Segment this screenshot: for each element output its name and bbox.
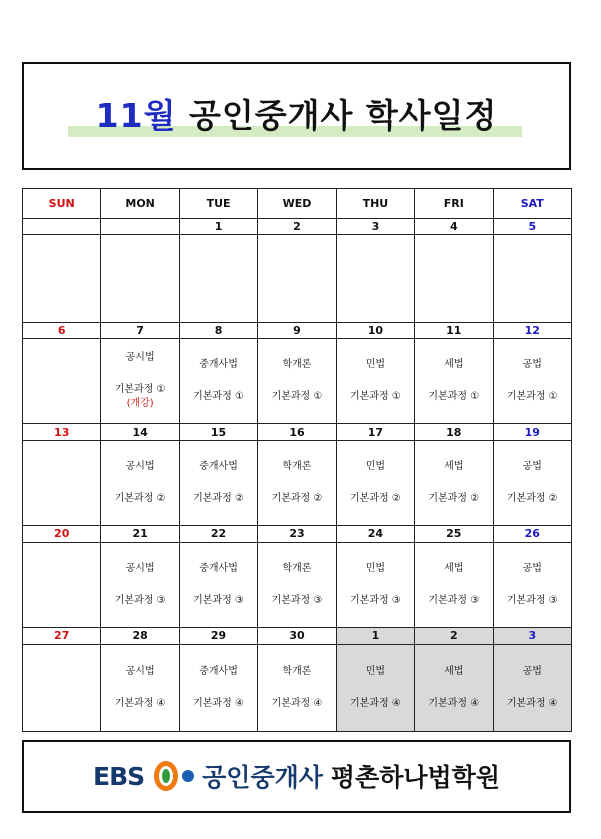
course-label: 기본과정 ② — [428, 493, 480, 505]
schedule-row — [23, 339, 572, 424]
subject-label: 학개론 — [282, 359, 312, 371]
course-label: 기본과정 ③ — [114, 594, 166, 606]
subject-label: 공시법 — [125, 461, 155, 473]
date-cell: 24 — [336, 526, 414, 542]
subject-label: 중개사법 — [199, 665, 238, 677]
weekday-header-row — [23, 189, 572, 219]
date-cell: 12 — [493, 322, 571, 338]
date-cell: 17 — [336, 424, 414, 440]
schedule-cell — [23, 644, 101, 731]
date-cell: 20 — [23, 526, 101, 542]
page-title — [24, 90, 569, 137]
date-cell: 14 — [101, 424, 179, 440]
schedule-cell — [415, 339, 493, 424]
schedule-cell — [179, 440, 257, 525]
footer-brand — [24, 756, 569, 796]
subject-label: 세법 — [444, 665, 464, 677]
subject-label: 세법 — [444, 461, 464, 473]
subject-label: 학개론 — [282, 665, 312, 677]
course-label: 기본과정 ④ — [271, 697, 323, 709]
subject-label: 공시법 — [125, 352, 155, 364]
date-cell-next-month: 3 — [493, 628, 571, 644]
schedule-cell — [101, 542, 179, 627]
academy-name-part2: 평촌하나법학원 — [330, 763, 500, 792]
schedule-cell — [493, 542, 571, 627]
date-cell: 15 — [179, 424, 257, 440]
calendar-table — [22, 188, 572, 732]
date-cell: 1 — [179, 218, 257, 234]
subject-label: 민법 — [365, 562, 386, 574]
subject-label: 세법 — [444, 359, 464, 371]
date-cell: 28 — [101, 628, 179, 644]
subject-label: 민법 — [365, 665, 386, 677]
date-cell: 13 — [23, 424, 101, 440]
title-month: 11월 — [95, 96, 177, 135]
date-cell: 26 — [493, 526, 571, 542]
date-row — [23, 322, 572, 338]
schedule-cell — [258, 339, 336, 424]
course-label: 기본과정 ① — [193, 391, 244, 403]
schedule-cell — [336, 235, 414, 322]
course-label: 기본과정 ③ — [350, 594, 401, 606]
date-cell — [101, 218, 179, 234]
schedule-cell — [23, 339, 101, 424]
ebs-logo-text: EBS — [93, 761, 145, 791]
footer-box — [22, 740, 571, 813]
schedule-row — [23, 235, 572, 322]
title-text: 공인중개사 학사일정 — [188, 96, 498, 135]
course-label: 기본과정 ② — [271, 493, 323, 505]
schedule-row — [23, 440, 572, 525]
date-cell — [23, 218, 101, 234]
schedule-cell — [258, 235, 336, 322]
weekday-fri: FRI — [415, 189, 493, 219]
course-label: 기본과정 ② — [506, 493, 558, 505]
weekday-wed: WED — [258, 189, 336, 219]
schedule-row — [23, 644, 572, 731]
date-row — [23, 628, 572, 644]
schedule-cell — [336, 440, 414, 525]
date-cell: 19 — [493, 424, 571, 440]
date-cell: 30 — [258, 628, 336, 644]
weekday-thu: THU — [336, 189, 414, 219]
subject-label: 중개사법 — [199, 359, 238, 371]
course-label: 기본과정 ① — [271, 391, 323, 403]
schedule-cell — [179, 542, 257, 627]
schedule-cell — [258, 440, 336, 525]
course-label: 기본과정 ④ — [506, 697, 558, 709]
schedule-cell — [101, 235, 179, 322]
course-label: 기본과정 ① — [428, 391, 480, 403]
course-label: 기본과정 ① — [114, 384, 166, 396]
date-cell: 2 — [258, 218, 336, 234]
course-label: 기본과정 ③ — [428, 594, 480, 606]
schedule-cell — [101, 339, 179, 424]
subject-label: 공법 — [522, 461, 542, 473]
weekday-sun: SUN — [23, 189, 101, 219]
date-cell: 29 — [179, 628, 257, 644]
date-cell: 6 — [23, 322, 101, 338]
schedule-cell — [258, 542, 336, 627]
date-cell: 18 — [415, 424, 493, 440]
course-label: 기본과정 ② — [193, 493, 244, 505]
schedule-cell — [493, 235, 571, 322]
schedule-cell — [179, 339, 257, 424]
subject-label: 학개론 — [282, 461, 312, 473]
date-cell: 25 — [415, 526, 493, 542]
date-cell-next-month: 2 — [415, 628, 493, 644]
schedule-cell — [23, 440, 101, 525]
course-label: 기본과정 ④ — [114, 697, 166, 709]
date-cell: 9 — [258, 322, 336, 338]
schedule-cell — [23, 235, 101, 322]
date-cell: 3 — [336, 218, 414, 234]
date-cell: 10 — [336, 322, 414, 338]
weekday-sat: SAT — [493, 189, 571, 219]
subject-label: 공법 — [522, 562, 542, 574]
schedule-cell — [415, 440, 493, 525]
weekday-tue: TUE — [179, 189, 257, 219]
schedule-row — [23, 542, 572, 627]
date-row — [23, 424, 572, 440]
subject-label: 세법 — [444, 562, 464, 574]
date-row — [23, 526, 572, 542]
date-cell: 21 — [101, 526, 179, 542]
academy-name — [202, 758, 500, 794]
course-label: 기본과정 ② — [114, 493, 166, 505]
date-cell-next-month: 1 — [336, 628, 414, 644]
schedule-cell — [101, 644, 179, 731]
schedule-cell — [101, 440, 179, 525]
subject-label: 민법 — [365, 359, 386, 371]
weekday-mon: MON — [101, 189, 179, 219]
schedule-cell — [493, 440, 571, 525]
course-label: 기본과정 ③ — [506, 594, 558, 606]
subject-label: 민법 — [365, 461, 386, 473]
schedule-cell — [493, 339, 571, 424]
schedule-cell — [336, 542, 414, 627]
schedule-cell-next-month — [336, 644, 414, 731]
date-row — [23, 218, 572, 234]
date-cell: 27 — [23, 628, 101, 644]
course-label: 기본과정 ④ — [428, 697, 480, 709]
course-label: 기본과정 ④ — [350, 697, 401, 709]
title-box — [22, 62, 571, 170]
date-cell: 8 — [179, 322, 257, 338]
schedule-cell-next-month — [415, 644, 493, 731]
schedule-cell-next-month — [493, 644, 571, 731]
schedule-cell — [415, 235, 493, 322]
course-label: 기본과정 ① — [350, 391, 401, 403]
schedule-cell — [23, 542, 101, 627]
date-cell: 16 — [258, 424, 336, 440]
subject-label: 공법 — [522, 359, 542, 371]
date-cell: 7 — [101, 322, 179, 338]
subject-label: 공시법 — [125, 665, 155, 677]
schedule-cell — [179, 235, 257, 322]
schedule-cell — [258, 644, 336, 731]
academy-name-part1: 공인중개사 — [202, 763, 323, 792]
date-cell: 11 — [415, 322, 493, 338]
ebs-logo-icon — [152, 758, 196, 794]
date-cell: 4 — [415, 218, 493, 234]
date-cell: 23 — [258, 526, 336, 542]
subject-label: 학개론 — [282, 562, 312, 574]
course-label: 기본과정 ④ — [193, 697, 244, 709]
course-label: 기본과정 ③ — [193, 594, 244, 606]
schedule-cell — [179, 644, 257, 731]
course-label: 기본과정 ① — [506, 391, 558, 403]
subject-label: 중개사법 — [199, 562, 238, 574]
schedule-cell — [415, 542, 493, 627]
date-cell: 5 — [493, 218, 571, 234]
schedule-cell — [336, 339, 414, 424]
subject-label: 공시법 — [125, 562, 155, 574]
course-label: 기본과정 ② — [350, 493, 401, 505]
subject-label: 공법 — [522, 665, 542, 677]
opening-note: (개강) — [126, 398, 154, 410]
course-label: 기본과정 ③ — [271, 594, 323, 606]
subject-label: 중개사법 — [199, 461, 238, 473]
date-cell: 22 — [179, 526, 257, 542]
